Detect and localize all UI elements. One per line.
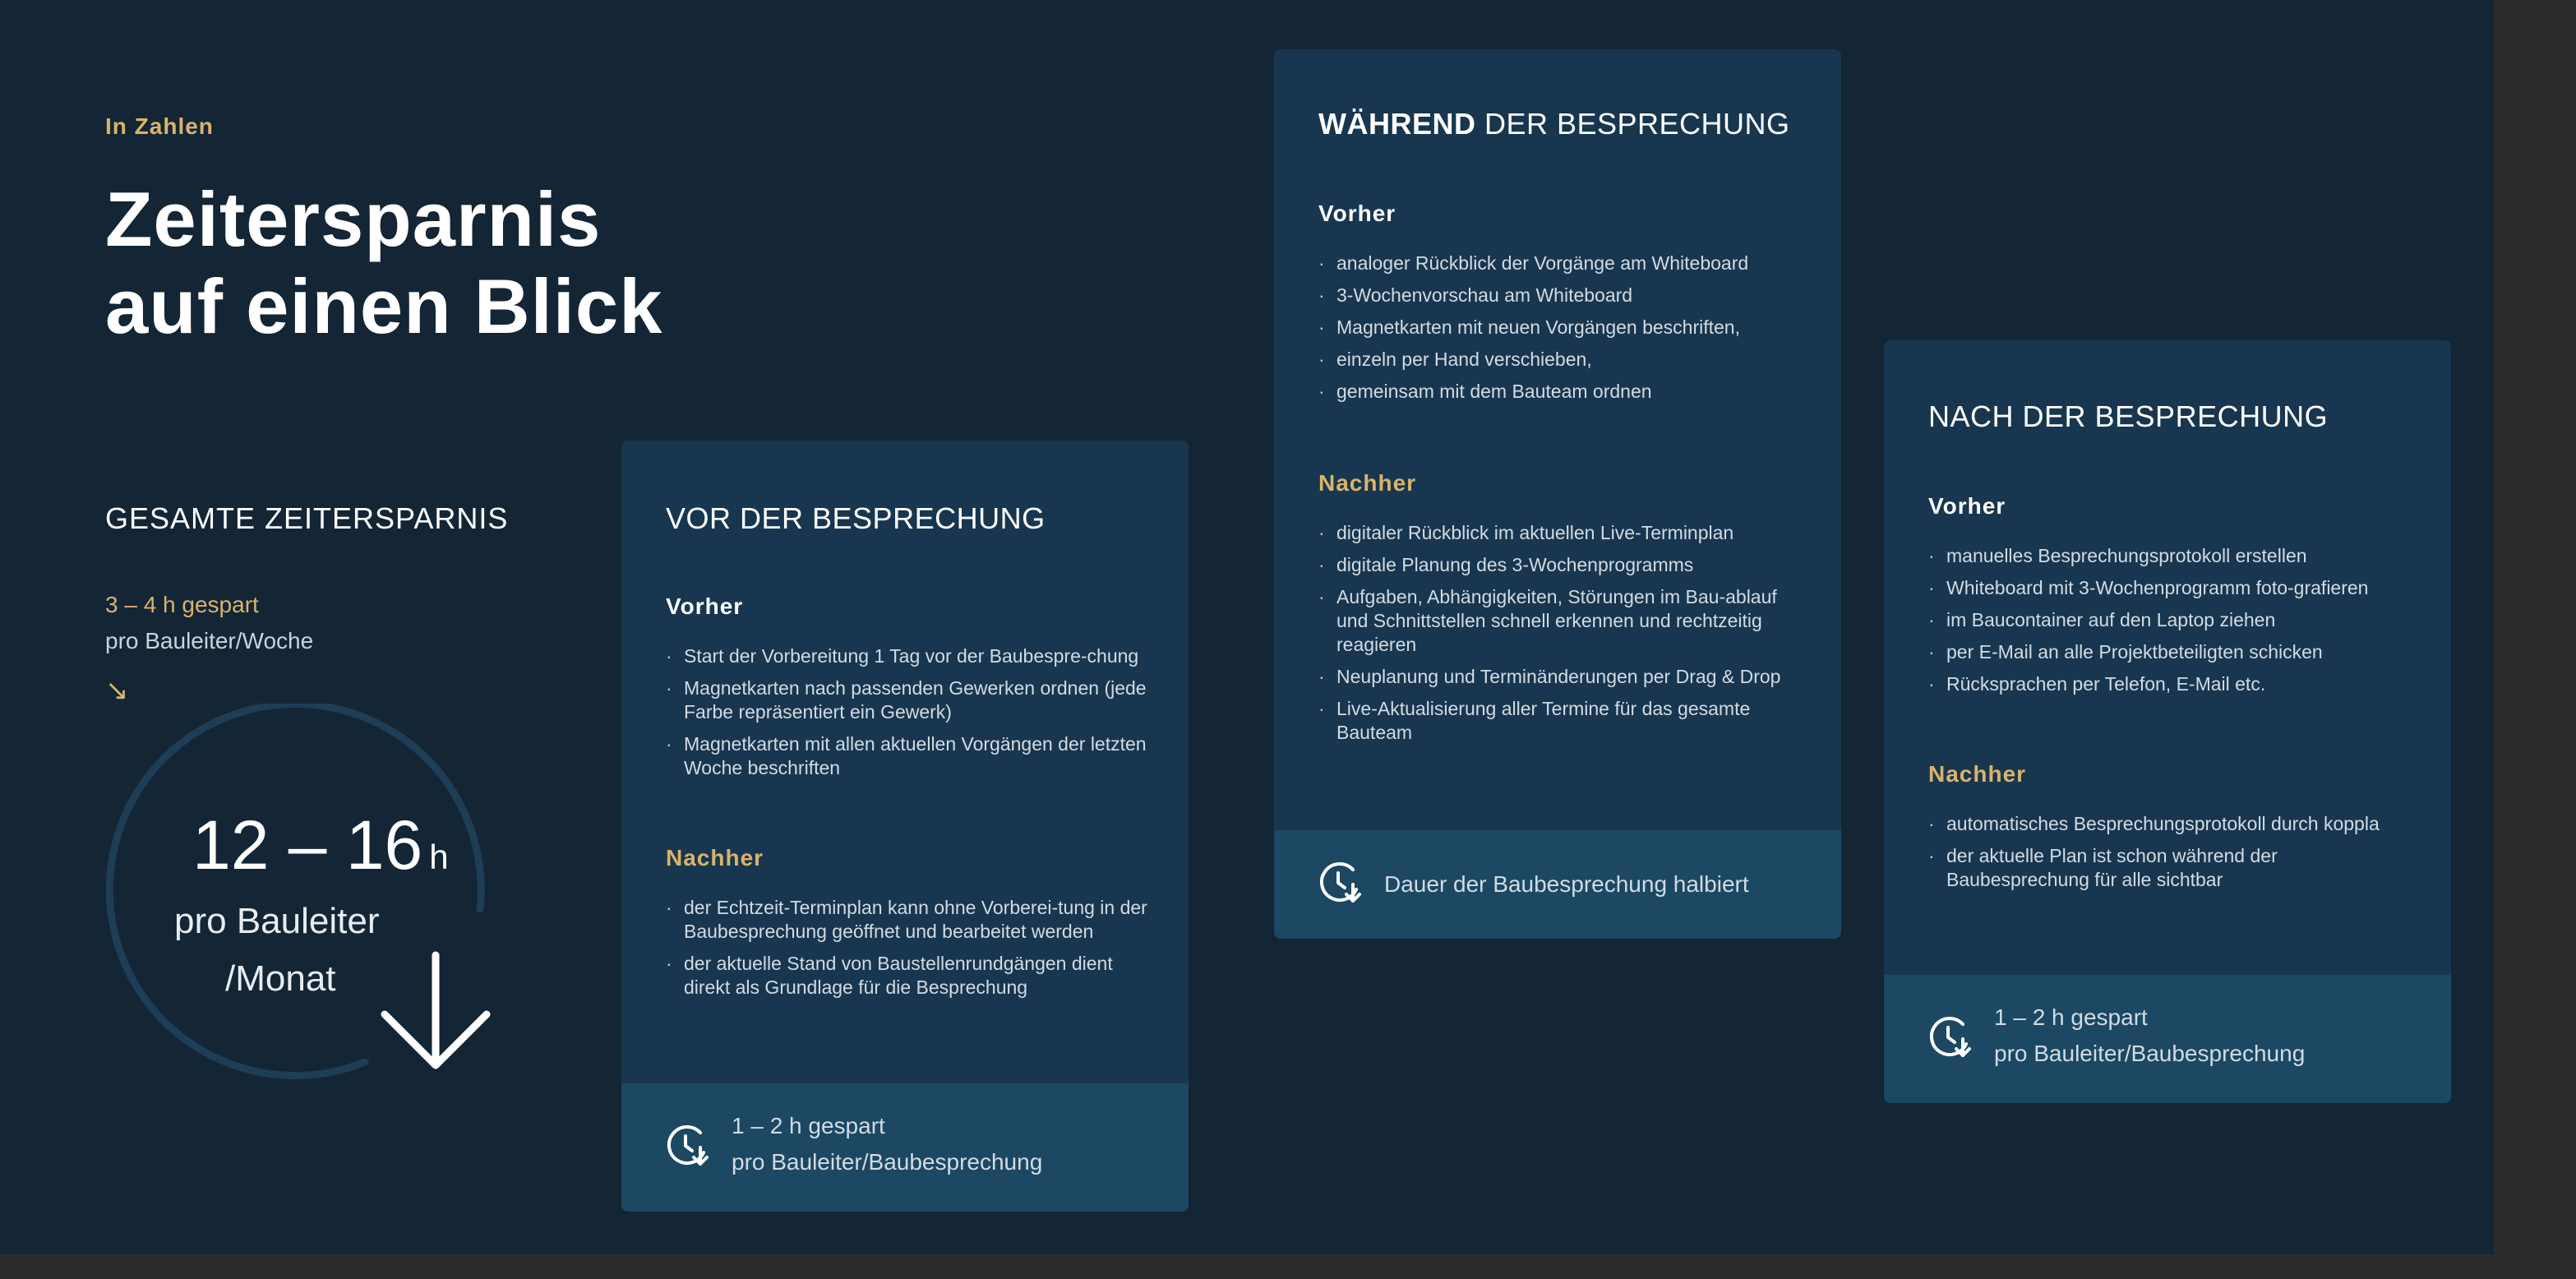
card-title-rest: DER BESPRECHUNG [1475, 107, 1790, 141]
list-item: · einzeln per Hand verschieben, [1318, 348, 1803, 372]
card-title: VOR DER BESPRECHUNG [666, 501, 1046, 535]
footer-line-1: 1 – 2 h gespart [1994, 1004, 2148, 1030]
list-item: · Rücksprachen per Telefon, E-Mail etc. [1928, 672, 2413, 696]
list-item: · Start der Vorbereitung 1 Tag vor der Baubespre-chung [666, 644, 1151, 668]
before-list [1928, 544, 2413, 704]
before-label: Vorher [1928, 493, 2006, 519]
clock-icon [1927, 1014, 1973, 1060]
arrow-down-right-icon: ↘ [105, 675, 129, 706]
list-item: · Magnetkarten nach passenden Gewerken ordnen (jede Farbe repräsentiert ein Gewerk) [666, 676, 1151, 724]
list-item: · digitale Planung des 3-Wochenprogramms [1318, 553, 1803, 577]
card-before-meeting [621, 441, 1189, 1212]
card-title-bold: WÄHREND [1318, 107, 1476, 141]
footer-text [1384, 866, 1749, 903]
list-item: · automatisches Besprechungsprotokoll durch koppla [1928, 812, 2413, 836]
after-list [1318, 521, 1803, 753]
before-label: Vorher [1318, 201, 1396, 226]
list-item: · manuelles Besprechungsprotokoll erstellen [1928, 544, 2413, 568]
footer-line-2: pro Bauleiter/Baubesprechung [732, 1149, 1043, 1175]
monthly-savings-number [192, 806, 449, 885]
monthly-savings-label-2: /Monat [225, 958, 336, 999]
before-list [1318, 252, 1803, 412]
card-footer [1274, 830, 1841, 939]
list-item: · gemeinsam mit dem Bauteam ordnen [1318, 380, 1803, 404]
weekly-savings: 3 – 4 h gespart [105, 592, 259, 617]
page-title [105, 176, 662, 350]
clock-icon [1317, 860, 1363, 906]
footer-line-2: pro Bauleiter/Baubesprechung [1994, 1041, 2306, 1066]
before-label: Vorher [666, 593, 744, 619]
after-label: Nachher [1318, 470, 1417, 496]
title-line-1: Zeitersparnis [105, 176, 602, 262]
after-label: Nachher [1928, 761, 2027, 787]
list-item: · der Echtzeit-Terminplan kann ohne Vorberei-tung in der Baubesprechung geöffnet und bearbeitet werden [666, 896, 1151, 944]
footer-line-1: 1 – 2 h gespart [732, 1113, 885, 1138]
list-item: · digitaler Rückblick im aktuellen Live-Terminplan [1318, 521, 1803, 545]
list-item: · analoger Rückblick der Vorgänge am Whiteboard [1318, 252, 1803, 275]
total-savings-heading: GESAMTE ZEITERSPARNIS [105, 501, 509, 535]
list-item: · Magnetkarten mit neuen Vorgängen beschriften, [1318, 316, 1803, 339]
arrow-down-icon [378, 950, 493, 1074]
monthly-savings-value: 12 – 16 [192, 806, 423, 884]
monthly-savings-label-1: pro Bauleiter [174, 901, 380, 941]
list-item: · 3-Wochenvorschau am Whiteboard [1318, 284, 1803, 307]
footer-text [732, 1108, 1042, 1180]
card-title: NACH DER BESPRECHUNG [1928, 399, 2329, 433]
after-list [1928, 812, 2413, 900]
eyebrow: In Zahlen [105, 113, 214, 139]
list-item: · per E-Mail an alle Projektbeteiligten schicken [1928, 640, 2413, 664]
list-item: · im Baucontainer auf den Laptop ziehen [1928, 608, 2413, 632]
list-item: · der aktuelle Plan ist schon während der Baubesprechung für alle sichtbar [1928, 844, 2413, 892]
card-during-meeting [1274, 49, 1841, 939]
footer-line-1: Dauer der Baubesprechung halbiert [1384, 871, 1749, 897]
title-line-2: auf einen Blick [105, 263, 663, 349]
list-item: · Neuplanung und Terminänderungen per Drag & Drop [1318, 665, 1803, 689]
monthly-savings-unit: h [429, 838, 449, 876]
card-footer [1884, 975, 2451, 1103]
list-item: · Whiteboard mit 3-Wochenprogramm foto-grafieren [1928, 576, 2413, 600]
list-item: · Aufgaben, Abhängigkeiten, Störungen im Bau-ablauf und Schnittstellen schnell erkennen und rechtzeitig reagieren [1318, 585, 1803, 657]
clock-icon [664, 1123, 710, 1169]
footer-text [1994, 1000, 2305, 1072]
list-item: · Live-Aktualisierung aller Termine für das gesamte Bauteam [1318, 697, 1803, 745]
weekly-savings-unit: pro Bauleiter/Woche [105, 628, 314, 653]
list-item: · Magnetkarten mit allen aktuellen Vorgängen der letzten Woche beschriften [666, 732, 1151, 780]
list-item: · der aktuelle Stand von Baustellenrundgängen dient direkt als Grundlage für die Besprechung [666, 952, 1151, 1000]
card-after-meeting [1884, 340, 2451, 1103]
before-list [666, 644, 1151, 788]
after-label: Nachher [666, 845, 764, 870]
card-footer [621, 1083, 1189, 1212]
card-title [1318, 107, 1790, 141]
after-list [666, 896, 1151, 1008]
